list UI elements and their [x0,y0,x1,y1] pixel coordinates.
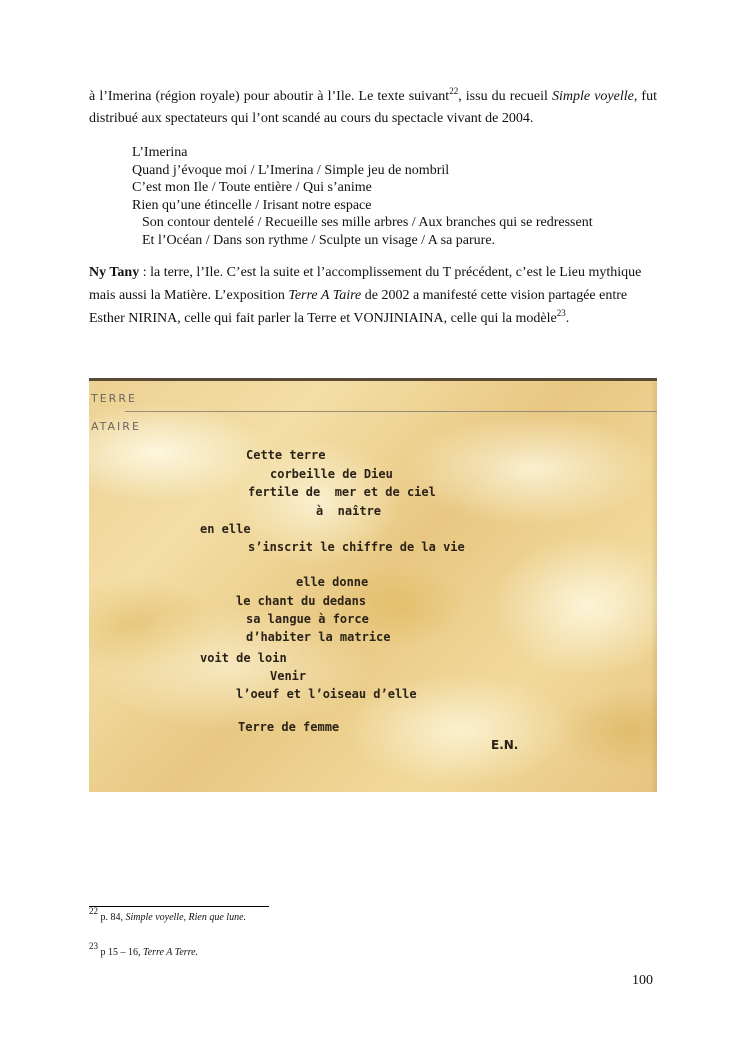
image-poem-line: l’oeuf et l’oiseau d’elle [236,687,417,701]
image-poem-line: d’habiter la matrice [246,630,391,644]
paragraph-2-text-b: de 2002 a manifesté cette vision partagée entre Esther NIRINA, celle qui fait parler la Terre et VONJINIAINA, celle qui la modèle [89,287,628,326]
image-poem-line: Cette terre [246,448,326,462]
footnote-number: 23 [89,941,98,951]
paragraph-1-text: à l’Imerina (région royale) pour aboutir à l’Ile. Le texte suivant [89,89,450,104]
image-poem-line: le chant du dedans [236,594,367,608]
paragraph-2-text: : la terre, l’Ile. C’est la suite et l’accomplissement du T précédent, c’est le Lieu mythique mais aussi la Matière. L’exposition [89,265,642,303]
footnote-ref-22[interactable]: 22 [449,86,459,96]
image-brand-line-2: ATAIRE [91,420,141,433]
image-fold-shadow [651,382,657,792]
footnote-text: p 15 – 16, [98,947,143,958]
image-poem-line: sa langue à force [246,612,369,626]
image-poem-line: en elle [200,522,251,536]
poem-quote [132,144,692,250]
image-poem-line: Terre de femme [238,720,340,734]
footnote-22 [89,906,247,923]
poem-line: Quand j’évoque moi / L’Imerina / Simple jeu de nombril [132,162,450,178]
paragraph-2-text-c: . [565,310,570,326]
poem-line: Son contour dentelé / Recueille ses mille arbres / Aux branches qui se redressent [142,215,593,231]
footnote-text: p. 84, [98,912,126,923]
page-number: 100 [632,973,653,988]
poem-line: Rien qu’une étincelle / Irisant notre espace [132,197,372,213]
image-brand-line-1: TERRE [91,392,137,405]
footnote-number: 22 [89,906,98,916]
image-poem-line: elle donne [296,575,369,589]
exhibition-title: Terre A Taire [288,287,362,303]
scanned-poem-image [89,378,657,792]
poem-line: C’est mon Ile / Toute entière / Qui s’anime [132,180,372,196]
poem-line: Et l’Océan / Dans son rythme / Sculpte un visage / A sa parure. [142,232,496,248]
image-poem-line: corbeille de Dieu [270,467,393,481]
term-ny-tany: Ny Tany [89,265,140,280]
image-poem-line: voit de loin [200,651,287,665]
image-header-rule [125,411,657,412]
paragraph-1 [89,86,657,130]
image-signature: E.N. [491,738,519,752]
paragraph-2 [89,262,664,330]
book-title: Simple voyelle [551,89,634,104]
image-poem-line: Venir [270,669,307,683]
footnote-separator [89,906,269,907]
image-poem-line: fertile de mer et de ciel [248,485,436,499]
poem-line: L’Imerina [132,145,188,160]
image-poem-line: s’inscrit le chiffre de la vie [248,540,465,554]
footnote-source: Simple voyelle, Rien que lune. [125,912,247,923]
footnote-ref-23[interactable]: 23 [556,307,566,318]
paragraph-1-text-c: , fut distribué aux spectateurs qui l’ont scandé au cours du spectacle vivant de 2004. [89,89,657,126]
footnote-source: Terre A Terre. [143,947,199,958]
paragraph-1-text-b: , issu du recueil [458,89,552,104]
image-top-edge [89,378,657,381]
image-poem-line: à naître [316,504,382,518]
footnote-23 [89,941,199,958]
